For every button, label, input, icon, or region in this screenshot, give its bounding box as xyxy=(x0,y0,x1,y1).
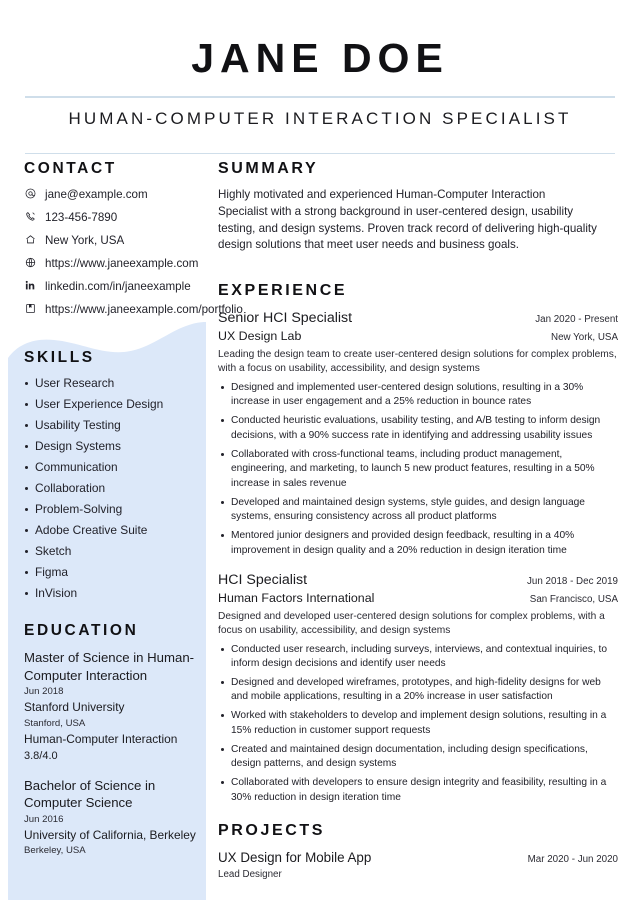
contact-item-website[interactable] xyxy=(24,256,198,272)
experience-company: UX Design Lab xyxy=(218,329,302,344)
experience-dates: Jun 2018 - Dec 2019 xyxy=(527,576,618,588)
education-date: Jun 2018 xyxy=(24,686,64,698)
header-subtitle: HUMAN-COMPUTER INTERACTION SPECIALIST xyxy=(68,108,572,128)
experience-description: Leading the design team to create user-centered design solutions for complex problems, with a focus on usability, accessibility, and design systems xyxy=(218,348,617,375)
education-school: University of California, Berkeley xyxy=(24,827,196,842)
education-location: Berkeley, USA xyxy=(24,845,86,857)
contact-item-phone[interactable] xyxy=(24,210,198,226)
list-item: Developed and maintained design systems, style guides, and design language systems, ensuring consistency across all product platforms xyxy=(218,496,618,525)
contact-item-portfolio[interactable] xyxy=(24,302,243,318)
list-item: Communication xyxy=(24,460,198,476)
home-icon xyxy=(24,233,37,245)
experience-role-row xyxy=(218,571,618,590)
right-column xyxy=(206,160,640,880)
list-item: Worked with stakeholders to develop and implement design solutions, resulting in a 15% reduction in customer support requests xyxy=(218,709,618,738)
page-title: JANE DOE xyxy=(191,35,449,81)
project-name: UX Design for Mobile App xyxy=(218,850,372,866)
education-field: Human-Computer Interaction xyxy=(24,731,178,746)
projects-section xyxy=(218,822,618,880)
skills-heading: SKILLS xyxy=(24,349,95,367)
experience-heading: EXPERIENCE xyxy=(218,282,348,300)
list-item: InVision xyxy=(24,586,198,602)
experience-description: Designed and developed user-centered design solutions for complex problems, with a focus on usability, accessibility, and design systems xyxy=(218,610,605,637)
experience-dates: Jan 2020 - Present xyxy=(535,314,618,326)
project-entry xyxy=(218,849,618,880)
list-item: Usability Testing xyxy=(24,418,198,434)
list-item: Sketch xyxy=(24,544,198,560)
experience-role: Senior HCI Specialist xyxy=(218,310,353,327)
list-item: User Experience Design xyxy=(24,397,198,413)
portfolio-icon xyxy=(24,302,37,314)
contact-value: 123-456-7890 xyxy=(45,210,118,224)
skills-section xyxy=(24,349,198,602)
experience-location: New York, USA xyxy=(551,332,618,344)
list-item: Collaboration xyxy=(24,481,198,497)
experience-location: San Francisco, USA xyxy=(529,594,618,606)
resume-header xyxy=(0,0,640,154)
contact-value: New York, USA xyxy=(45,233,125,247)
list-item: Design Systems xyxy=(24,439,198,455)
experience-bullets xyxy=(218,643,618,806)
project-dates: Mar 2020 - Jun 2020 xyxy=(527,854,618,866)
list-item: Conducted user research, including surveys, interviews, and contextual inquiries, to inform design decisions and identify user needs xyxy=(218,643,618,672)
education-school: Stanford University xyxy=(24,699,125,714)
list-item: Mentored junior designers and provided design feedback, resulting in a 40% improvement in design quality and a 20% reduction in design iteration time xyxy=(218,529,618,558)
education-section xyxy=(24,622,198,858)
education-heading: EDUCATION xyxy=(24,622,139,640)
list-item: Collaborated with developers to ensure design integrity and feasibility, resulting in a 30% reduction in design iteration time xyxy=(218,776,618,805)
contact-section xyxy=(24,160,243,318)
experience-entry xyxy=(218,571,618,805)
education-gpa: 3.8/4.0 xyxy=(24,749,58,762)
left-column xyxy=(0,160,243,871)
summary-heading: SUMMARY xyxy=(218,160,319,177)
contact-item-location xyxy=(24,233,198,249)
contact-item-email[interactable] xyxy=(24,187,198,203)
list-item: Collaborated with cross-functional teams, including product management, engineering, and marketing, to launch 5 new product features, resulting in a 50% increase in sales revenue xyxy=(218,448,618,491)
education-degree: Bachelor of Science in Computer Science xyxy=(24,777,156,811)
phone-icon xyxy=(24,210,37,222)
education-degree: Master of Science in Human-Computer Interaction xyxy=(24,650,195,683)
experience-role-row xyxy=(218,309,618,328)
list-item: User Research xyxy=(24,376,198,392)
list-item: Conducted heuristic evaluations, usability testing, and A/B testing to inform design decisions, with a 90% success rate in identifying and addressing usability issues xyxy=(218,414,618,443)
experience-bullets xyxy=(218,381,618,558)
header-rule-bottom xyxy=(25,153,615,155)
summary-section xyxy=(218,160,618,254)
education-entry xyxy=(24,777,198,858)
list-item: Designed and implemented user-centered design solutions, resulting in a 30% increase in user engagement and a 25% reduction in bounce rates xyxy=(218,381,618,410)
globe-icon xyxy=(24,256,37,268)
contact-item-linkedin[interactable] xyxy=(24,279,198,295)
list-item: Problem-Solving xyxy=(24,502,198,518)
contact-value: linkedin.com/in/janeexample xyxy=(45,279,191,293)
project-name-row xyxy=(218,849,618,867)
experience-company-row xyxy=(218,328,618,345)
education-date: Jun 2016 xyxy=(24,813,64,825)
education-entry xyxy=(24,649,198,764)
contact-value: jane@example.com xyxy=(45,188,148,201)
education-location: Stanford, USA xyxy=(24,717,86,729)
list-item: Created and maintained design documentation, including design specifications, design patterns, and design systems xyxy=(218,743,618,772)
experience-company-row xyxy=(218,590,618,607)
resume-body xyxy=(0,160,640,880)
projects-heading: PROJECTS xyxy=(218,822,326,840)
list-item: Designed and developed wireframes, prototypes, and high-fidelity designs for web and mobile applications, resulting in a 20% increase in user satisfaction xyxy=(218,676,618,705)
experience-role: HCI Specialist xyxy=(218,572,308,589)
experience-section xyxy=(218,282,618,805)
contact-heading: CONTACT xyxy=(24,160,117,177)
contact-value: https://www.janeexample.com xyxy=(45,256,199,270)
project-role: Lead Designer xyxy=(218,869,282,881)
experience-entry xyxy=(218,309,618,558)
experience-company: Human Factors International xyxy=(218,591,375,606)
skills-list xyxy=(24,376,198,602)
summary-text: Highly motivated and experienced Human-Computer Interaction Specialist with a strong background in user-centered design, usability testing, and design systems. Proven track record of delivering high-quality design solutions that meet user needs and business goals. xyxy=(218,188,597,252)
at-sign-icon xyxy=(24,187,37,199)
contact-list xyxy=(24,187,243,318)
list-item: Adobe Creative Suite xyxy=(24,523,198,539)
list-item: Figma xyxy=(24,565,198,581)
linkedin-icon xyxy=(24,279,37,291)
contact-value: https://www.janeexample.com/portfolio xyxy=(45,302,243,316)
